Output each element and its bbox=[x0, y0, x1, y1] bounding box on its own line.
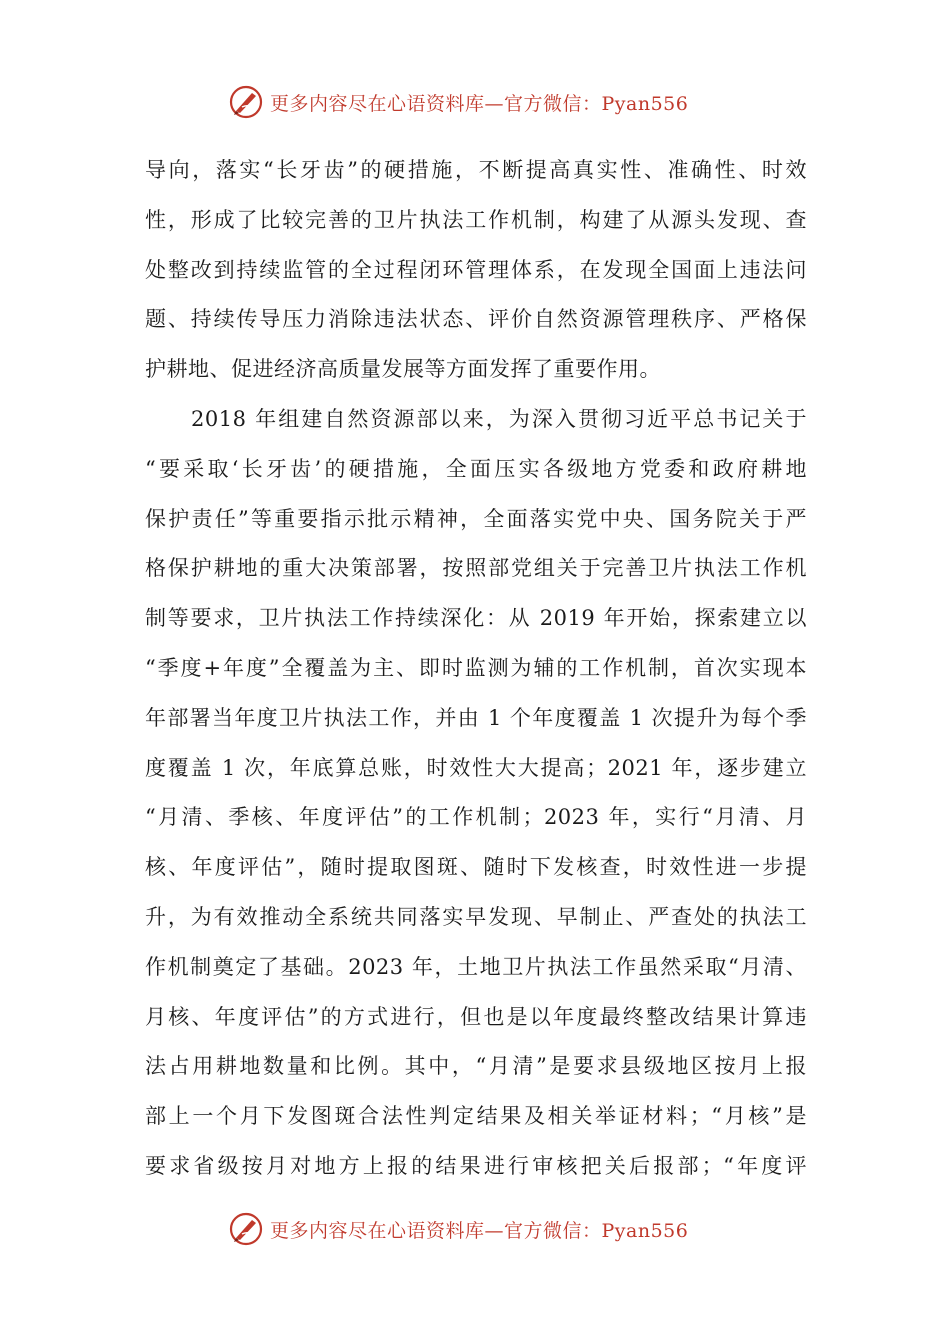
body-line: 度覆盖 1 次，年底算总账，时效性大大提高；2021 年，逐步建立 bbox=[145, 755, 807, 780]
header-banner-text: 更多内容尽在心语资料库—官方微信：Pyan556 bbox=[270, 92, 689, 115]
body-line: 处整改到持续监管的全过程闭环管理体系，在发现全国面上违法问 bbox=[145, 257, 807, 282]
body-line: 格保护耕地的重大决策部署，按照部党组关于完善卫片执法工作机 bbox=[145, 556, 807, 581]
body-line: “要采取‘长牙齿’的硬措施，全面压实各级地方党委和政府耕地 bbox=[145, 456, 807, 481]
footer-banner bbox=[228, 1209, 748, 1249]
body-line: 制等要求，卫片执法工作持续深化：从 2019 年开始，探索建立以 bbox=[145, 606, 807, 631]
header-banner bbox=[228, 82, 748, 122]
body-line: “月清、季核、年度评估”的工作机制；2023 年，实行“月清、月 bbox=[145, 805, 807, 830]
body-line: 年部署当年度卫片执法工作，并由 1 个年度覆盖 1 次提升为每个季 bbox=[145, 705, 807, 730]
body-line: 月核、年度评估”的方式进行，但也是以年度最终整改结果计算违 bbox=[145, 1004, 807, 1029]
body-line: 保护责任”等重要指示批示精神，全面落实党中央、国务院关于严 bbox=[145, 506, 807, 531]
body-line: 核、年度评估”，随时提取图斑、随时下发核查，时效性进一步提 bbox=[145, 855, 807, 880]
body-line: 性，形成了比较完善的卫片执法工作机制，构建了从源头发现、查 bbox=[145, 207, 807, 232]
pen-logo-icon bbox=[228, 84, 264, 120]
body-line: 法占用耕地数量和比例。其中，“月清”是要求县级地区按月上报 bbox=[145, 1054, 807, 1079]
footer-banner-text: 更多内容尽在心语资料库—官方微信：Pyan556 bbox=[270, 1219, 689, 1242]
pen-logo-icon bbox=[228, 1211, 264, 1247]
body-line: 护耕地、促进经济高质量发展等方面发挥了重要作用。 bbox=[145, 357, 661, 382]
body-line: 题、持续传导压力消除违法状态、评价自然资源管理秩序、严格保 bbox=[145, 307, 807, 332]
document-body bbox=[145, 146, 807, 1192]
body-line: 部上一个月下发图斑合法性判定结果及相关举证材料；“月核”是 bbox=[145, 1104, 807, 1129]
body-line: 要求省级按月对地方上报的结果进行审核把关后报部；“年度评 bbox=[145, 1153, 807, 1178]
body-line: 升，为有效推动全系统共同落实早发现、早制止、严查处的执法工 bbox=[145, 904, 807, 929]
body-line: 作机制奠定了基础。2023 年，土地卫片执法工作虽然采取“月清、 bbox=[145, 954, 807, 979]
body-line: “季度+年度”全覆盖为主、即时监测为辅的工作机制，首次实现本 bbox=[145, 655, 807, 680]
body-line: 导向，落实“长牙齿”的硬措施，不断提高真实性、准确性、时效 bbox=[145, 158, 807, 182]
body-line: 2018 年组建自然资源部以来，为深入贯彻习近平总书记关于 bbox=[191, 406, 807, 431]
